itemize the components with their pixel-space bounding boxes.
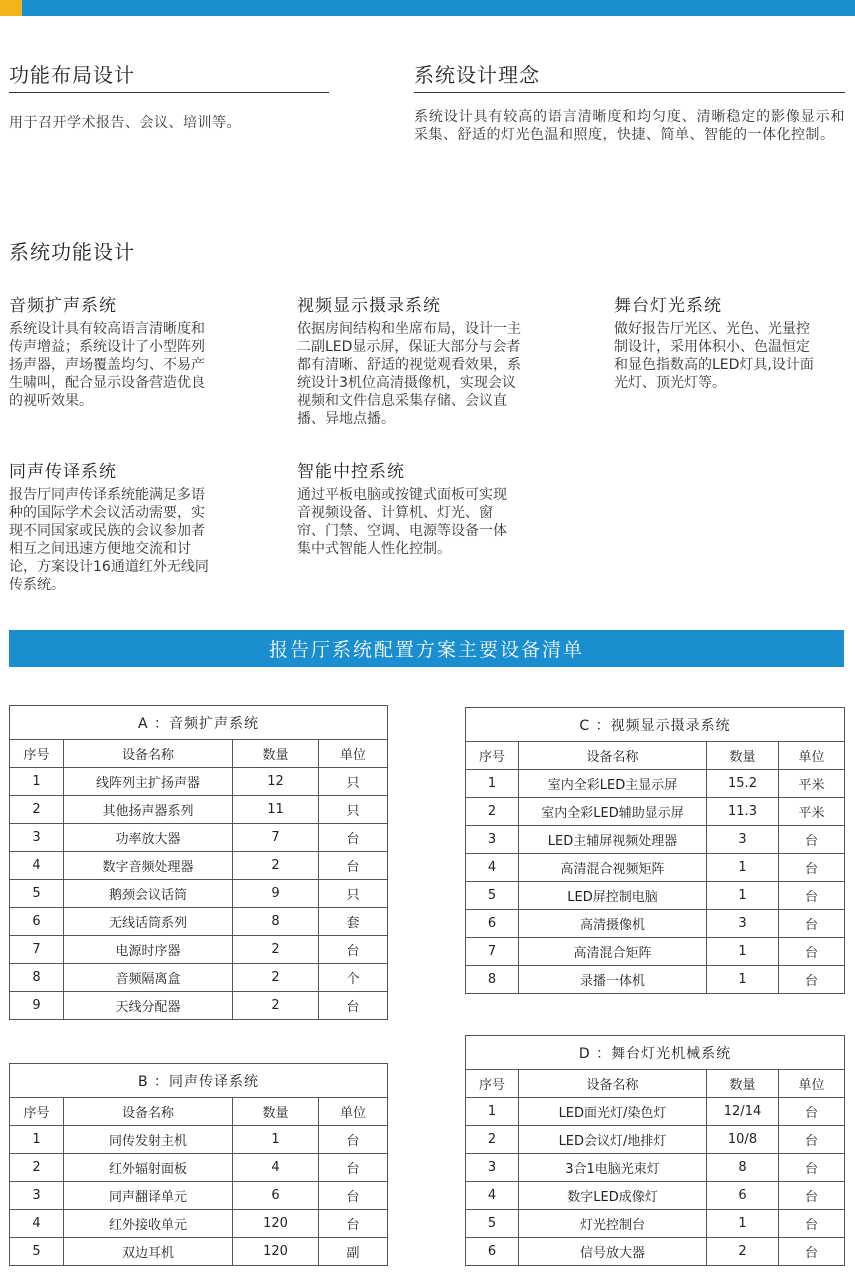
table-row — [466, 854, 845, 882]
col-header-index: 序号 — [466, 1070, 519, 1098]
table-row — [466, 938, 845, 966]
cell-unit: 台 — [779, 1210, 845, 1238]
top-color-bar — [0, 0, 855, 16]
cell-qty: 6 — [233, 1182, 319, 1210]
table-row — [466, 882, 845, 910]
cell-qty: 1 — [707, 938, 779, 966]
cell-unit: 台 — [779, 938, 845, 966]
cell-name: LED面光灯/染色灯 — [519, 1098, 707, 1126]
control-system-text: 通过平板电脑或按键式面板可实现 音视频设备、计算机、灯光、窗 帘、门禁、空调、电源等设备一体 集中式智能人性化控制。 — [297, 487, 507, 557]
table-caption: D ：舞台灯光机械系统 — [466, 1036, 845, 1070]
concept-section-title: 系统设计理念 — [414, 63, 540, 87]
cell-index: 1 — [10, 768, 64, 796]
table-interpretation-system — [9, 1063, 388, 1266]
cell-qty: 15.2 — [707, 770, 779, 798]
col-header-unit: 单位 — [319, 740, 388, 768]
col-header-index: 序号 — [466, 742, 519, 770]
cell-name: LED主辅屏视频处理器 — [519, 826, 707, 854]
cell-qty: 7 — [233, 824, 319, 852]
table-row — [466, 1098, 845, 1126]
cell-unit: 台 — [319, 1154, 388, 1182]
function-section-title: 系统功能设计 — [9, 240, 135, 264]
cell-index: 1 — [466, 1098, 519, 1126]
interpretation-system-text: 报告厅同声传译系统能满足多语 种的国际学术会议活动需要，实 现不同国家或民族的会议参加者 相互之间迅速方便地交流和讨 论，方案设计16通道红外无线同 传系统。 — [9, 487, 209, 593]
col-header-qty: 数量 — [707, 1070, 779, 1098]
cell-name: 鹅颈会议话筒 — [64, 880, 233, 908]
cell-qty: 120 — [233, 1238, 319, 1266]
top-bar-main — [22, 0, 855, 16]
cell-unit: 台 — [779, 826, 845, 854]
cell-qty: 12/14 — [707, 1098, 779, 1126]
cell-index: 6 — [10, 908, 64, 936]
cell-unit: 台 — [319, 1210, 388, 1238]
col-header-qty: 数量 — [233, 740, 319, 768]
table-row — [10, 1182, 388, 1210]
table-row — [466, 1154, 845, 1182]
table-row — [10, 824, 388, 852]
cell-unit: 台 — [319, 992, 388, 1020]
table-row — [466, 966, 845, 994]
table-row — [466, 1238, 845, 1266]
cell-name: 室内全彩LED主显示屏 — [519, 770, 707, 798]
cell-index: 4 — [10, 852, 64, 880]
cell-name: LED会议灯/地排灯 — [519, 1126, 707, 1154]
cell-name: 高清混合视频矩阵 — [519, 854, 707, 882]
concept-section-rule — [414, 92, 845, 93]
cell-unit: 平米 — [779, 770, 845, 798]
col-header-qty: 数量 — [707, 742, 779, 770]
cell-name: 3合1电脑光束灯 — [519, 1154, 707, 1182]
cell-name: 音频隔离盒 — [64, 964, 233, 992]
cell-name: 双边耳机 — [64, 1238, 233, 1266]
cell-qty: 2 — [233, 964, 319, 992]
cell-qty: 2 — [233, 992, 319, 1020]
cell-index: 2 — [466, 1126, 519, 1154]
col-header-index: 序号 — [10, 740, 64, 768]
cell-name: 线阵列主扩扬声器 — [64, 768, 233, 796]
cell-index: 4 — [10, 1210, 64, 1238]
lighting-system-text: 做好报告厅光区、光色、光量控 制设计，采用体积小、色温恒定 和显色指数高的LED灯具,设计面 光灯、顶光灯等。 — [614, 321, 814, 391]
cell-index: 3 — [10, 1182, 64, 1210]
video-system-title: 视频显示摄录系统 — [297, 296, 441, 316]
cell-unit: 台 — [779, 1182, 845, 1210]
interpretation-system-title: 同声传译系统 — [9, 462, 117, 482]
table-row — [10, 1210, 388, 1238]
cell-qty: 1 — [707, 854, 779, 882]
cell-index: 3 — [466, 826, 519, 854]
table-row — [10, 1126, 388, 1154]
cell-qty: 2 — [233, 852, 319, 880]
table-row — [466, 910, 845, 938]
cell-name: 红外辐射面板 — [64, 1154, 233, 1182]
cell-name: 数字音频处理器 — [64, 852, 233, 880]
cell-index: 5 — [466, 882, 519, 910]
cell-unit: 台 — [779, 966, 845, 994]
table-row — [10, 852, 388, 880]
cell-qty: 8 — [707, 1154, 779, 1182]
layout-section-rule — [9, 92, 329, 93]
table-row — [466, 798, 845, 826]
cell-qty: 10/8 — [707, 1126, 779, 1154]
cell-qty: 1 — [707, 1210, 779, 1238]
cell-qty: 12 — [233, 768, 319, 796]
cell-qty: 6 — [707, 1182, 779, 1210]
col-header-unit: 单位 — [319, 1098, 388, 1126]
cell-index: 6 — [466, 910, 519, 938]
cell-qty: 3 — [707, 826, 779, 854]
cell-name: 信号放大器 — [519, 1238, 707, 1266]
video-system-text: 依据房间结构和坐席布局，设计一主 二副LED显示屏，保证大部分与会者 都有清晰、舒适的视觉观看效果，系 统设计3机位高清摄像机，实现会议 视频和文件信息采集存储、会议直 播、异地点播。 — [297, 321, 521, 427]
table-caption: A ：音频扩声系统 — [10, 706, 388, 740]
table-row — [466, 770, 845, 798]
table-row — [10, 796, 388, 824]
cell-unit: 台 — [779, 1238, 845, 1266]
cell-qty: 11 — [233, 796, 319, 824]
table-row — [466, 1210, 845, 1238]
cell-name: 录播一体机 — [519, 966, 707, 994]
col-header-qty: 数量 — [233, 1098, 319, 1126]
cell-qty: 4 — [233, 1154, 319, 1182]
cell-index: 1 — [10, 1126, 64, 1154]
cell-unit: 台 — [319, 1126, 388, 1154]
layout-section-text: 用于召开学术报告、会议、培训等。 — [9, 115, 241, 131]
cell-unit: 个 — [319, 964, 388, 992]
cell-name: 天线分配器 — [64, 992, 233, 1020]
cell-unit: 只 — [319, 796, 388, 824]
cell-index: 4 — [466, 1182, 519, 1210]
cell-index: 3 — [10, 824, 64, 852]
table-row — [10, 1238, 388, 1266]
cell-unit: 台 — [779, 1098, 845, 1126]
cell-unit: 台 — [319, 824, 388, 852]
cell-name: 红外接收单元 — [64, 1210, 233, 1238]
table-row — [466, 826, 845, 854]
cell-unit: 只 — [319, 880, 388, 908]
cell-unit: 台 — [779, 910, 845, 938]
lighting-system-title: 舞台灯光系统 — [614, 296, 722, 316]
cell-unit: 台 — [319, 1182, 388, 1210]
cell-unit: 台 — [779, 1154, 845, 1182]
cell-name: 无线话筒系列 — [64, 908, 233, 936]
cell-unit: 台 — [779, 1126, 845, 1154]
cell-qty: 1 — [707, 882, 779, 910]
cell-qty: 11.3 — [707, 798, 779, 826]
cell-qty: 9 — [233, 880, 319, 908]
cell-index: 6 — [466, 1238, 519, 1266]
table-caption: C ：视频显示摄录系统 — [466, 708, 845, 742]
cell-unit: 套 — [319, 908, 388, 936]
cell-name: 功率放大器 — [64, 824, 233, 852]
cell-qty: 3 — [707, 910, 779, 938]
cell-name: 高清混合矩阵 — [519, 938, 707, 966]
cell-name: 室内全彩LED辅助显示屏 — [519, 798, 707, 826]
audio-system-text: 系统设计具有较高语言清晰度和 传声增益；系统设计了小型阵列 扬声器，声场覆盖均匀、不易产 生啸叫，配合显示设备营造优良 的视听效果。 — [9, 321, 205, 409]
cell-index: 5 — [466, 1210, 519, 1238]
cell-qty: 1 — [707, 966, 779, 994]
col-header-index: 序号 — [10, 1098, 64, 1126]
table-row — [466, 1182, 845, 1210]
cell-index: 2 — [466, 798, 519, 826]
col-header-name: 设备名称 — [519, 1070, 707, 1098]
cell-qty: 2 — [233, 936, 319, 964]
control-system-title: 智能中控系统 — [297, 462, 405, 482]
cell-index: 3 — [466, 1154, 519, 1182]
cell-qty: 1 — [233, 1126, 319, 1154]
table-caption: B ：同声传译系统 — [10, 1064, 388, 1098]
layout-section-title: 功能布局设计 — [9, 63, 135, 87]
cell-index: 5 — [10, 1238, 64, 1266]
cell-name: 高清摄像机 — [519, 910, 707, 938]
cell-index: 4 — [466, 854, 519, 882]
concept-section-text: 系统设计具有较高的语言清晰度和均匀度、清晰稳定的影像显示和采集、舒适的灯光色温和照度，快捷、简单、智能的一体化控制。 — [414, 109, 845, 143]
col-header-name: 设备名称 — [64, 1098, 233, 1126]
cell-name: 数字LED成像灯 — [519, 1182, 707, 1210]
cell-index: 8 — [466, 966, 519, 994]
col-header-name: 设备名称 — [519, 742, 707, 770]
cell-unit: 台 — [319, 936, 388, 964]
table-row — [10, 880, 388, 908]
cell-index: 9 — [10, 992, 64, 1020]
col-header-unit: 单位 — [779, 1070, 845, 1098]
top-bar-accent — [0, 0, 22, 16]
table-row — [10, 992, 388, 1020]
cell-qty: 8 — [233, 908, 319, 936]
cell-index: 7 — [466, 938, 519, 966]
cell-name: 电源时序器 — [64, 936, 233, 964]
cell-index: 5 — [10, 880, 64, 908]
table-video-system — [465, 707, 845, 994]
cell-name: LED屏控制电脑 — [519, 882, 707, 910]
cell-unit: 只 — [319, 768, 388, 796]
cell-name: 其他扬声器系列 — [64, 796, 233, 824]
col-header-name: 设备名称 — [64, 740, 233, 768]
cell-name: 同传发射主机 — [64, 1126, 233, 1154]
cell-qty: 2 — [707, 1238, 779, 1266]
table-row — [10, 908, 388, 936]
table-row — [10, 768, 388, 796]
table-row — [10, 1154, 388, 1182]
cell-name: 同声翻译单元 — [64, 1182, 233, 1210]
cell-unit: 台 — [779, 882, 845, 910]
cell-unit: 台 — [319, 852, 388, 880]
cell-index: 2 — [10, 1154, 64, 1182]
table-row — [10, 964, 388, 992]
cell-index: 2 — [10, 796, 64, 824]
equipment-list-banner: 报告厅系统配置方案主要设备清单 — [9, 630, 844, 667]
cell-unit: 副 — [319, 1238, 388, 1266]
cell-index: 8 — [10, 964, 64, 992]
col-header-unit: 单位 — [779, 742, 845, 770]
cell-name: 灯光控制台 — [519, 1210, 707, 1238]
cell-unit: 台 — [779, 854, 845, 882]
table-row — [466, 1126, 845, 1154]
table-row — [10, 936, 388, 964]
cell-unit: 平米 — [779, 798, 845, 826]
table-stage-lighting-system — [465, 1035, 845, 1266]
cell-qty: 120 — [233, 1210, 319, 1238]
audio-system-title: 音频扩声系统 — [9, 296, 117, 316]
cell-index: 1 — [466, 770, 519, 798]
table-audio-system — [9, 705, 388, 1020]
cell-index: 7 — [10, 936, 64, 964]
